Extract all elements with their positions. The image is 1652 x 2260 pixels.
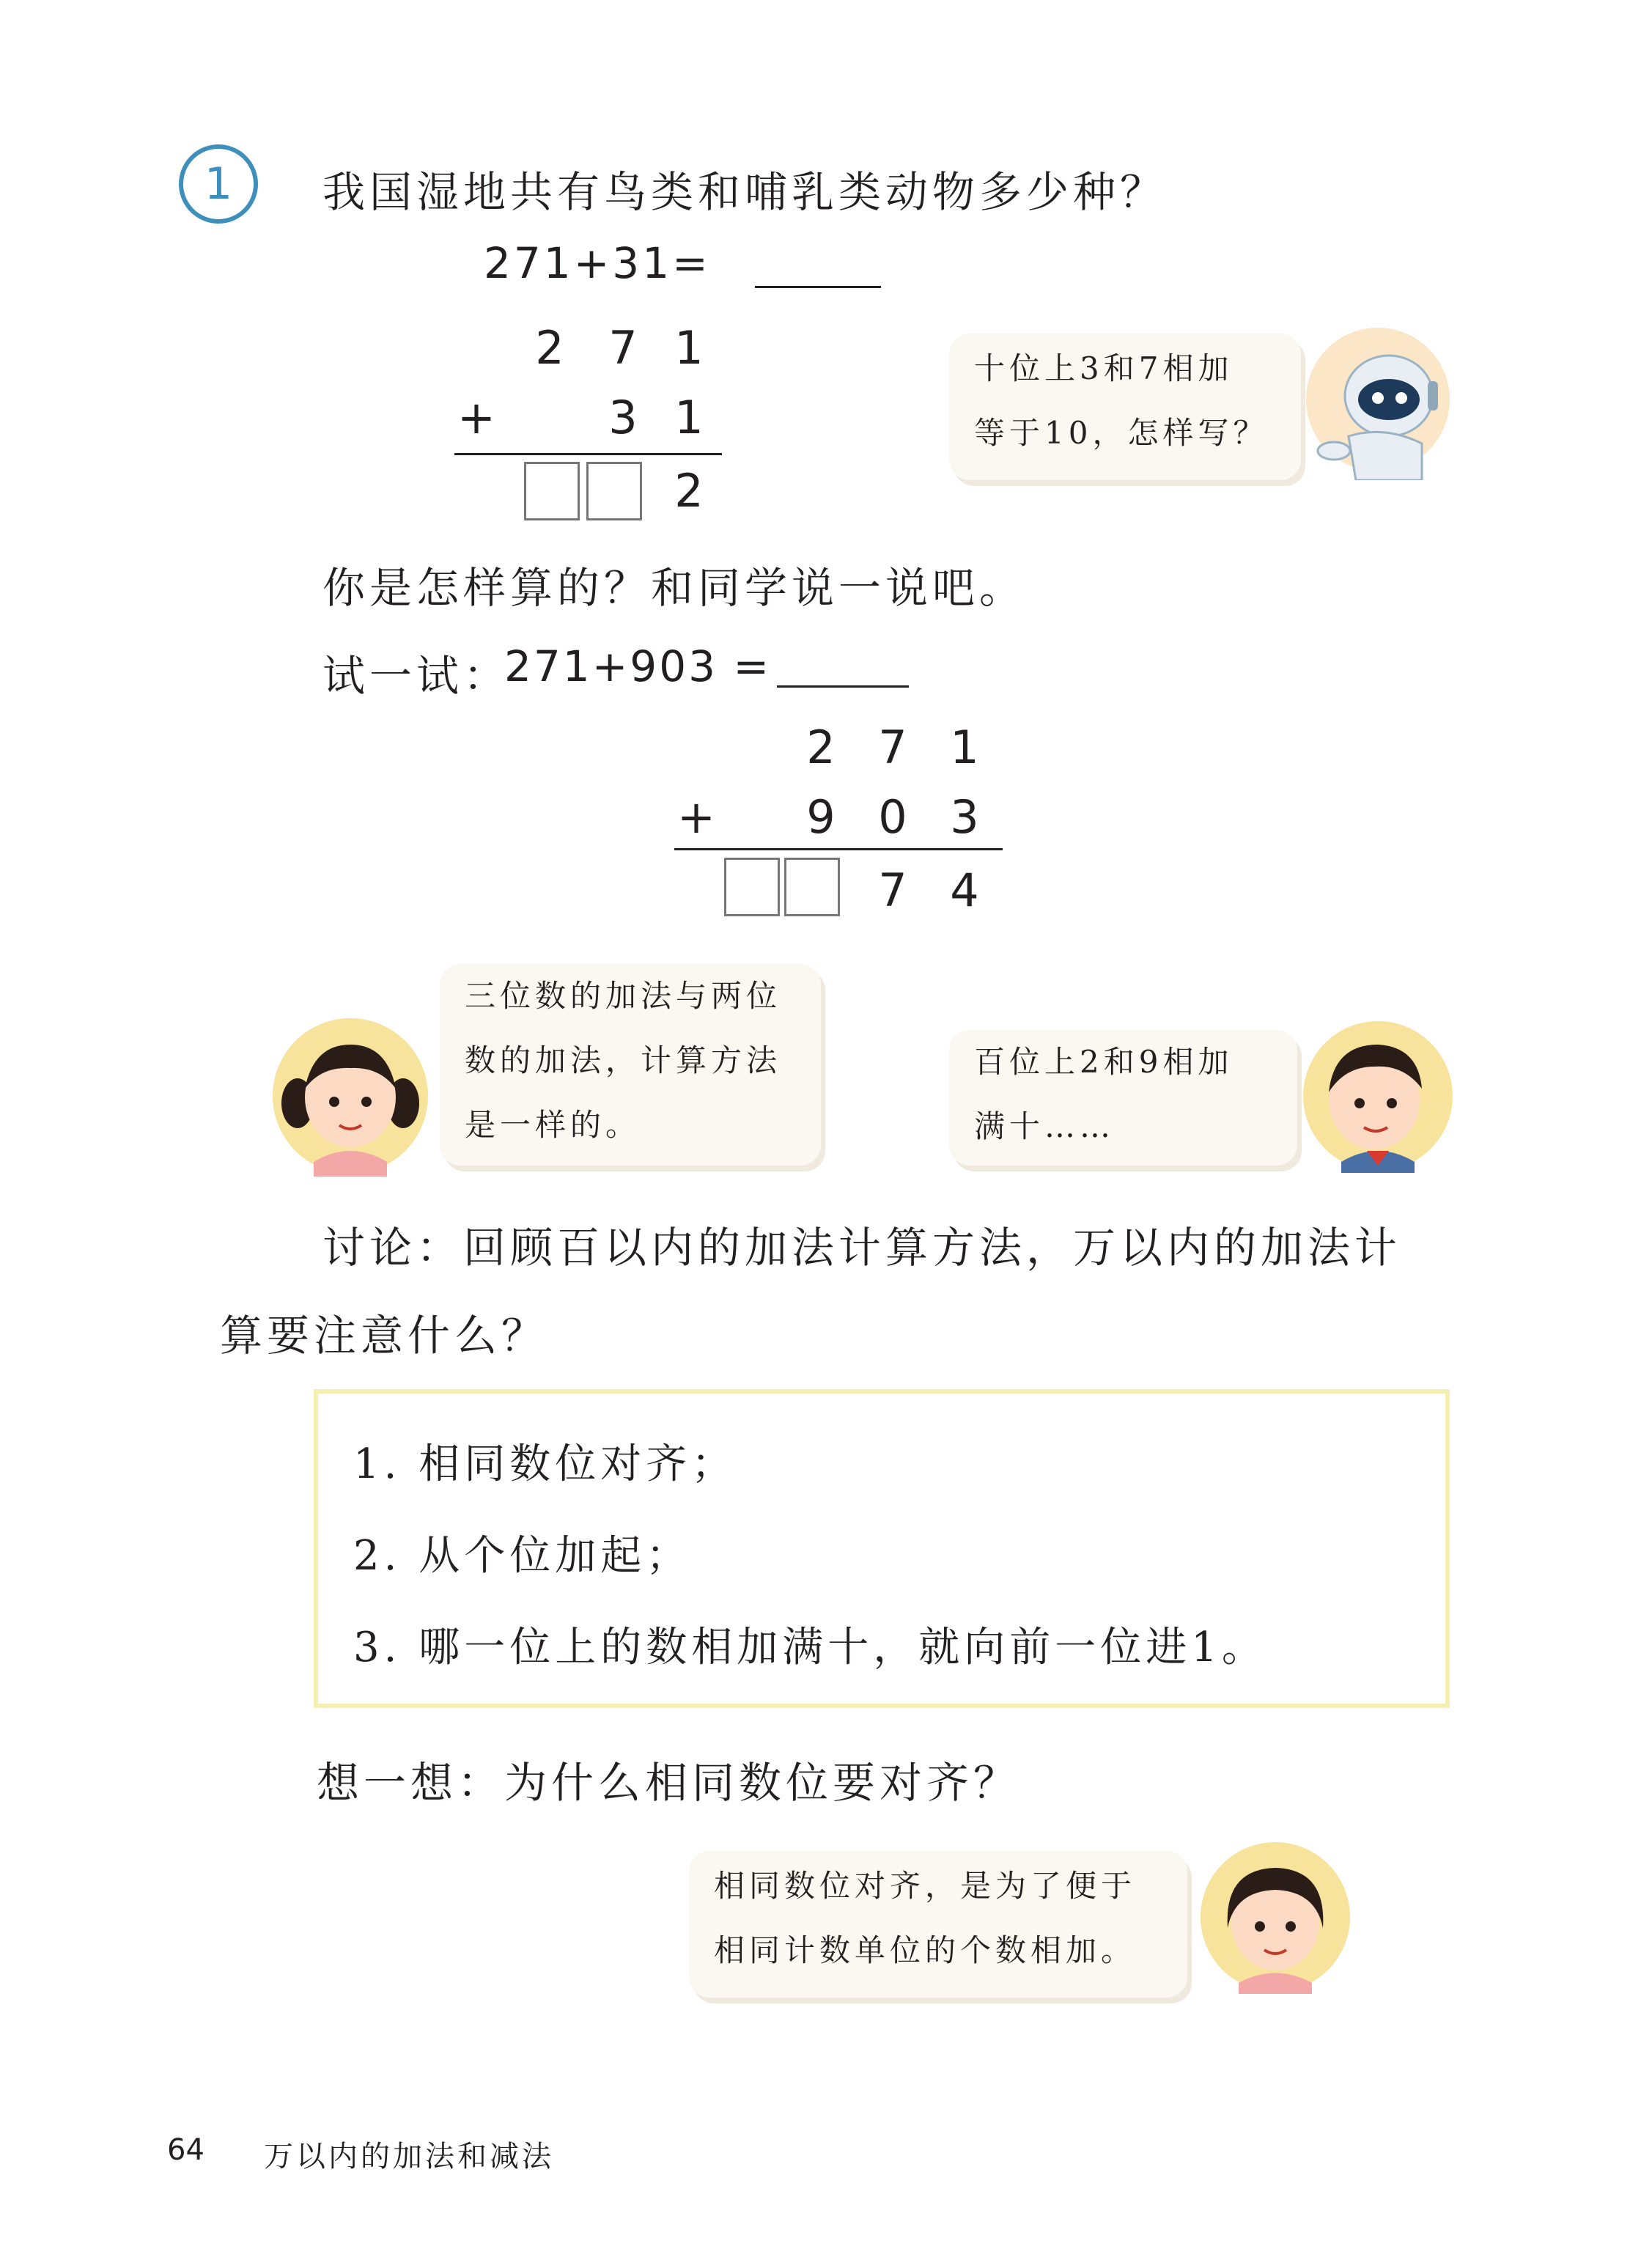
vertical-addition-2 [674, 722, 1011, 927]
equation-2: 271+903 = [504, 641, 772, 691]
result-digit: 7 [878, 864, 907, 917]
answer-blank-1[interactable] [755, 286, 881, 288]
rule-item: 3. 哪一位上的数相加满十，就向前一位进1。 [353, 1624, 1267, 1671]
bubble-line: 相同数位对齐，是为了便于 [714, 1868, 1137, 1904]
bubble-line: 百位上2和9相加 [974, 1044, 1234, 1080]
page-number: 64 [167, 2133, 204, 2167]
bubble-line: 是一样的。 [465, 1107, 641, 1143]
girl-speech-bubble [440, 964, 821, 1166]
bubble-line: 三位数的加法与两位 [465, 978, 782, 1014]
boy-avatar-icon [1301, 1019, 1455, 1173]
answer-box[interactable] [724, 858, 780, 916]
rule-item: 1. 相同数位对齐； [353, 1440, 737, 1488]
plus-sign: + [677, 790, 715, 844]
digit: 7 [608, 321, 638, 375]
answer-box[interactable] [524, 462, 580, 520]
problem-number-badge: 1 [179, 144, 258, 224]
answer-blank-2[interactable] [777, 685, 909, 688]
digit: 3 [608, 391, 638, 444]
sum-line [674, 848, 1003, 850]
discussion-line-2: 算要注意什么？ [220, 1311, 549, 1361]
bubble-line: 满十…… [974, 1108, 1116, 1144]
girl2-avatar-icon [1198, 1840, 1352, 1994]
digit: 9 [806, 790, 836, 844]
robot-speech-bubble [949, 334, 1301, 480]
digit: 1 [674, 321, 704, 375]
bubble-line: 十位上3和7相加 [974, 350, 1234, 386]
digit: 0 [878, 790, 907, 844]
vertical-addition-1 [454, 323, 718, 528]
rule-item: 2. 从个位加起； [353, 1532, 692, 1580]
answer-box[interactable] [586, 462, 642, 520]
discuss-prompt: 你是怎样算的？和同学说一说吧。 [322, 563, 1027, 613]
try-it-label: 试一试： [322, 651, 511, 701]
boy-speech-bubble [949, 1030, 1297, 1166]
bubble-line: 等于10，怎样写？ [974, 415, 1269, 451]
problem-question: 我国湿地共有鸟类和哺乳类动物多少种？ [322, 167, 1168, 217]
digit: 2 [535, 321, 564, 375]
summary-rules-box [314, 1389, 1450, 1708]
plus-sign: + [457, 391, 495, 444]
equation-1: 271+31= [484, 238, 711, 288]
bubble-line: 相同计数单位的个数相加。 [714, 1932, 1137, 1968]
digit: 1 [674, 391, 704, 444]
digit: 3 [950, 790, 979, 844]
think-prompt: 想一想：为什么相同数位要对齐？ [317, 1758, 1021, 1808]
robot-icon [1305, 326, 1451, 480]
answer-box[interactable] [784, 858, 840, 916]
digit: 2 [806, 721, 836, 774]
sum-line [454, 453, 722, 455]
bubble-line: 数的加法，计算方法 [465, 1042, 782, 1078]
discussion-line-1: 讨论：回顾百以内的加法计算方法，万以内的加法计 [322, 1223, 1402, 1273]
girl-avatar-icon [270, 1015, 431, 1177]
girl2-speech-bubble [689, 1851, 1187, 1998]
digit: 1 [950, 721, 979, 774]
digit: 7 [878, 721, 907, 774]
result-digit: 4 [950, 864, 979, 917]
result-digit: 2 [674, 464, 704, 518]
chapter-title: 万以内的加法和减法 [264, 2140, 554, 2173]
